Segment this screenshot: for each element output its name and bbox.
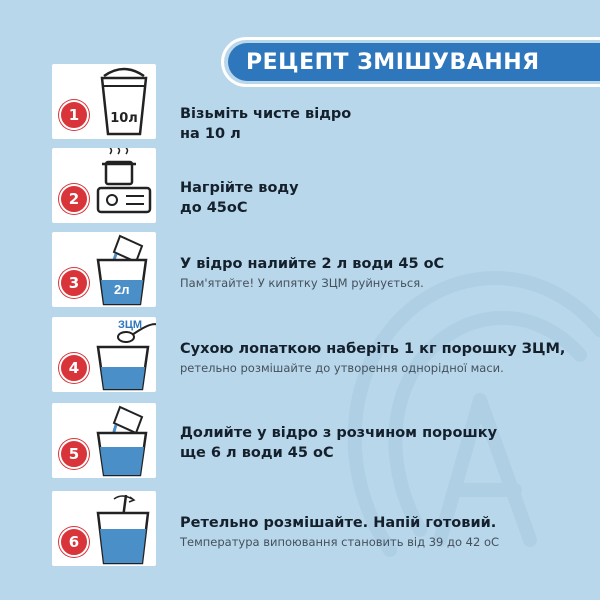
page-title: РЕЦЕПТ ЗМІШУВАННЯ <box>228 43 600 81</box>
step-number-badge: 6 <box>59 527 89 557</box>
step-instruction: Візьміть чисте відро <box>180 106 352 122</box>
step-card <box>52 317 156 392</box>
step-4 <box>52 317 592 392</box>
step-text <box>180 178 590 218</box>
stir-icon <box>92 491 156 566</box>
step-text <box>180 339 590 376</box>
powder-amount-label: +1кг <box>54 325 83 341</box>
step-text <box>180 104 590 144</box>
stove-pot-icon <box>92 148 156 223</box>
step-card <box>52 232 156 307</box>
step-number-badge: 1 <box>59 100 89 130</box>
step-instruction-cont: ще 6 л води 45 оС <box>180 445 334 461</box>
bucket-icon <box>92 64 156 139</box>
step-card <box>52 64 156 139</box>
step-instruction: Ретельно розмішайте. Напій готовий. <box>180 515 497 531</box>
step-2 <box>52 148 592 223</box>
step-instruction-cont: на 10 л <box>180 126 241 142</box>
step-instruction: У відро налийте 2 л води 45 оС <box>180 256 445 272</box>
step-instruction: Долийте у відро з розчином порошку <box>180 425 498 441</box>
step-instruction: Сухою лопаткою наберіть 1 кг порошку ЗЦМ, <box>180 341 566 357</box>
step-number-badge: 3 <box>59 268 89 298</box>
step-6 <box>52 491 592 566</box>
step-note: Температура випоювання становить від 39 до 42 оС <box>180 535 500 549</box>
step-instruction-cont: до 45оС <box>180 200 248 216</box>
water-amount-label: +6л <box>68 415 93 431</box>
pour-water-icon <box>92 403 156 478</box>
step-number-badge: 2 <box>59 184 89 214</box>
bucket-volume-label: 10л <box>110 111 138 126</box>
step-note: Пам'ятайте! У кипятку ЗЦМ руйнується. <box>180 276 424 290</box>
step-card <box>52 148 156 223</box>
step-text <box>180 254 590 291</box>
step-note: ретельно розмішайте до утворення однорідної маси. <box>180 361 504 375</box>
step-number-badge: 4 <box>59 353 89 383</box>
step-1 <box>52 64 592 142</box>
step-text <box>180 513 590 550</box>
step-card <box>52 491 156 566</box>
step-3 <box>52 232 592 307</box>
step-card <box>52 403 156 478</box>
step-number-badge: 5 <box>59 439 89 469</box>
water-amount-label: 2л <box>114 282 130 297</box>
step-instruction: Нагрійте воду <box>180 180 299 196</box>
step-text <box>180 423 590 463</box>
step-5 <box>52 403 592 478</box>
powder-name-label: ЗЦМ <box>118 319 143 331</box>
